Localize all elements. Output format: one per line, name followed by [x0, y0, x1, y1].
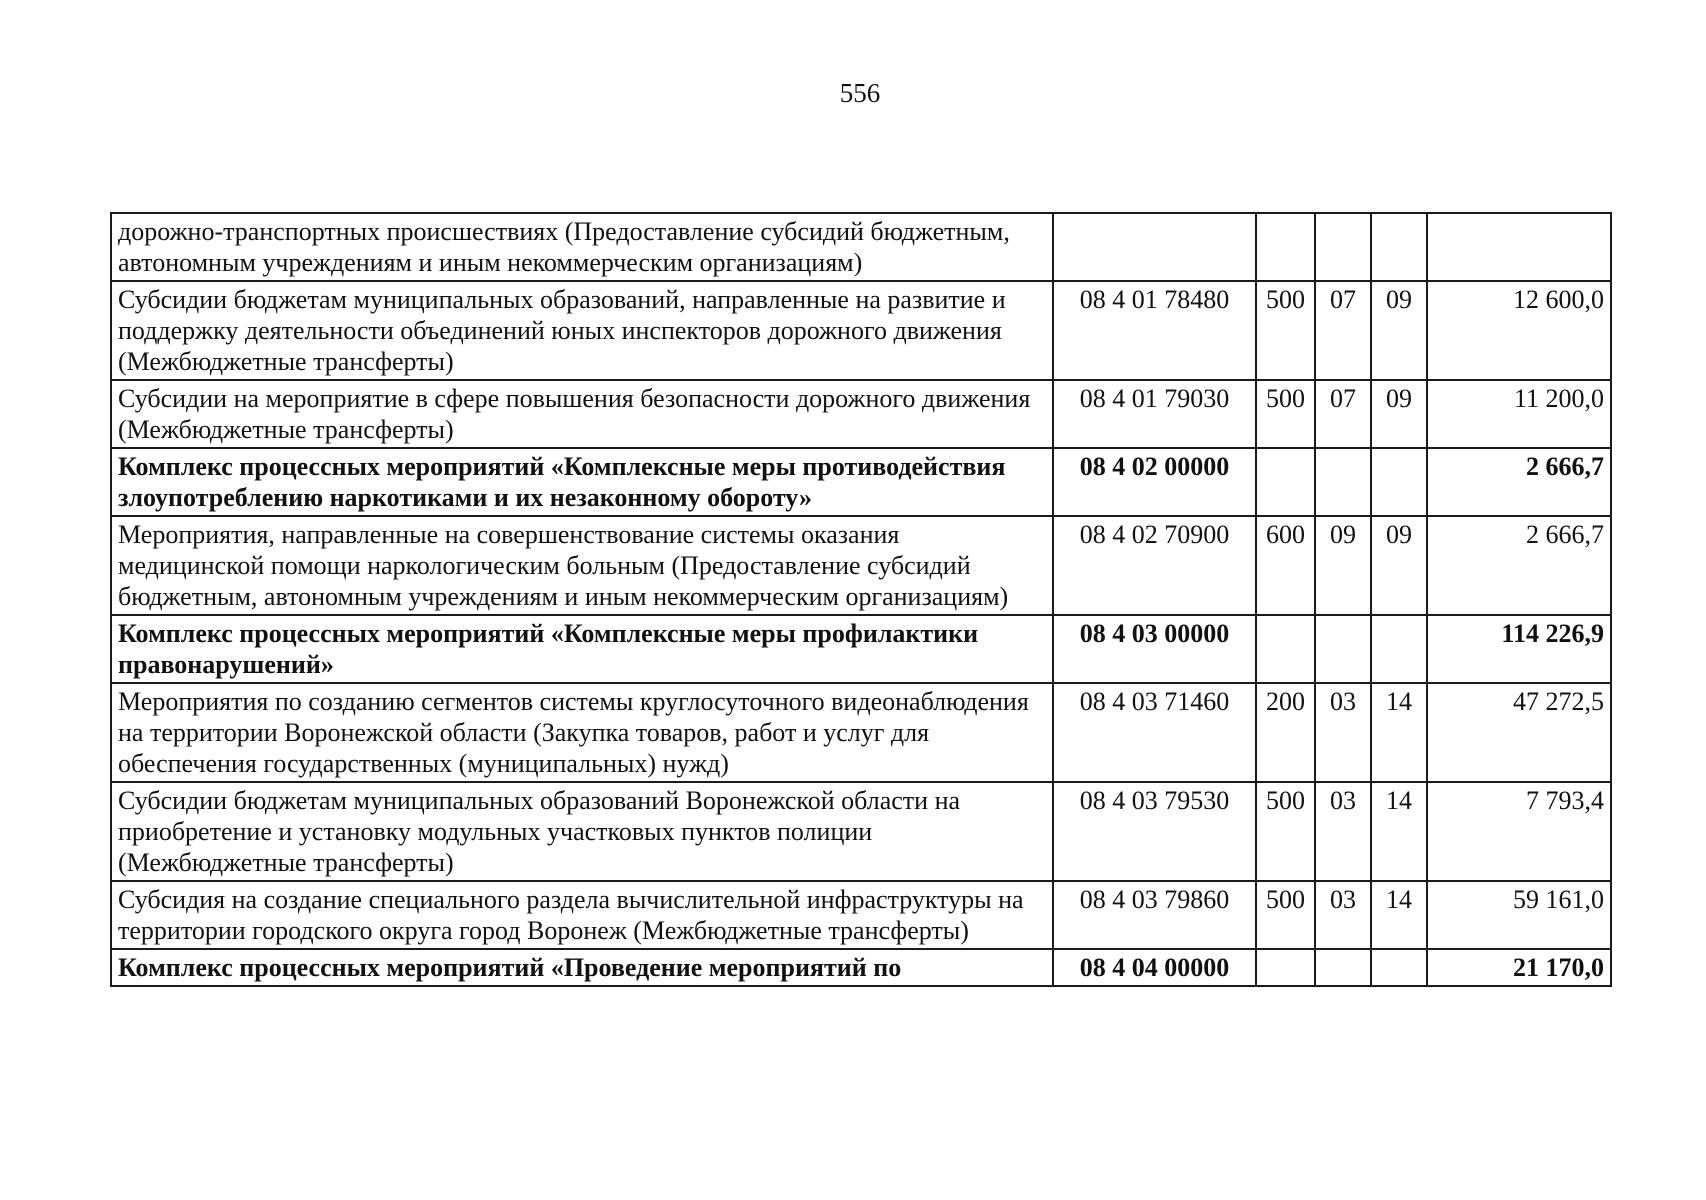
row-pr: 09	[1371, 380, 1427, 448]
row-vr: 500	[1256, 281, 1315, 380]
row-code: 08 4 03 79530	[1053, 782, 1256, 881]
row-name: Мероприятия по созданию сегментов системы круглосуточного видеонаблюдения на территории Воронежской области (Закупка товаров, работ и услуг для обеспечения государственных (муниципальных) нужд)	[111, 683, 1053, 782]
row-vr: 200	[1256, 683, 1315, 782]
row-vr: 600	[1256, 516, 1315, 615]
row-name: Комплекс процессных мероприятий «Комплексные меры профилактики правонарушений»	[111, 615, 1053, 683]
budget-table	[110, 212, 1612, 987]
row-rz	[1315, 615, 1371, 683]
row-sum: 11 200,0	[1427, 380, 1611, 448]
row-pr	[1371, 615, 1427, 683]
row-pr	[1371, 448, 1427, 516]
row-code: 08 4 04 00000	[1053, 949, 1256, 986]
row-code: 08 4 03 00000	[1053, 615, 1256, 683]
table-row-section	[111, 949, 1611, 986]
table-row-section	[111, 448, 1611, 516]
row-name: Субсидии на мероприятие в сфере повышения безопасности дорожного движения (Межбюджетные трансферты)	[111, 380, 1053, 448]
table-row	[111, 213, 1611, 281]
table-row	[111, 380, 1611, 448]
row-rz: 09	[1315, 516, 1371, 615]
table-row	[111, 516, 1611, 615]
page-number: 556	[839, 78, 881, 108]
row-rz: 03	[1315, 683, 1371, 782]
row-rz: 07	[1315, 281, 1371, 380]
row-pr: 14	[1371, 881, 1427, 949]
row-sum: 21 170,0	[1427, 949, 1611, 986]
row-pr: 09	[1371, 516, 1427, 615]
row-pr	[1371, 213, 1427, 281]
row-sum: 59 161,0	[1427, 881, 1611, 949]
row-code: 08 4 01 78480	[1053, 281, 1256, 380]
row-sum: 7 793,4	[1427, 782, 1611, 881]
row-name: дорожно-транспортных происшествиях (Предоставление субсидий бюджетным, автономным учреждениям и иным некоммерческим организациям)	[111, 213, 1053, 281]
row-name: Субсидии бюджетам муниципальных образований Воронежской области на приобретение и установку модульных участковых пунктов полиции (Межбюджетные трансферты)	[111, 782, 1053, 881]
row-code: 08 4 03 79860	[1053, 881, 1256, 949]
table-row	[111, 683, 1611, 782]
row-pr: 14	[1371, 782, 1427, 881]
row-pr	[1371, 949, 1427, 986]
row-sum: 114 226,9	[1427, 615, 1611, 683]
row-vr	[1256, 615, 1315, 683]
row-name: Субсидия на создание специального раздела вычислительной инфраструктуры на территории городского округа город Воронеж (Межбюджетные трансферты)	[111, 881, 1053, 949]
row-name: Мероприятия, направленные на совершенствование системы оказания медицинской помощи наркологическим больным (Предоставление субсидий бюджетным, автономным учреждениям и иным некоммерческим организациям)	[111, 516, 1053, 615]
row-rz: 07	[1315, 380, 1371, 448]
table-row	[111, 782, 1611, 881]
row-rz: 03	[1315, 782, 1371, 881]
row-code: 08 4 03 71460	[1053, 683, 1256, 782]
row-pr: 09	[1371, 281, 1427, 380]
row-name: Субсидии бюджетам муниципальных образований, направленные на развитие и поддержку деятельности объединений юных инспекторов дорожного движения (Межбюджетные трансферты)	[111, 281, 1053, 380]
row-code: 08 4 02 70900	[1053, 516, 1256, 615]
row-code: 08 4 02 00000	[1053, 448, 1256, 516]
row-code: 08 4 01 79030	[1053, 380, 1256, 448]
row-vr: 500	[1256, 881, 1315, 949]
row-sum	[1427, 213, 1611, 281]
table-row	[111, 881, 1611, 949]
row-rz	[1315, 949, 1371, 986]
row-sum: 12 600,0	[1427, 281, 1611, 380]
row-sum: 2 666,7	[1427, 448, 1611, 516]
row-rz: 03	[1315, 881, 1371, 949]
row-vr: 500	[1256, 782, 1315, 881]
table-row-section	[111, 615, 1611, 683]
row-pr: 14	[1371, 683, 1427, 782]
row-name: Комплекс процессных мероприятий «Комплексные меры противодействия злоупотреблению наркотиками и их незаконному обороту»	[111, 448, 1053, 516]
table-row	[111, 281, 1611, 380]
row-rz	[1315, 448, 1371, 516]
row-vr	[1256, 448, 1315, 516]
row-name: Комплекс процессных мероприятий «Проведение мероприятий по	[111, 949, 1053, 986]
row-vr: 500	[1256, 380, 1315, 448]
row-vr	[1256, 213, 1315, 281]
row-vr	[1256, 949, 1315, 986]
row-rz	[1315, 213, 1371, 281]
row-sum: 2 666,7	[1427, 516, 1611, 615]
row-sum: 47 272,5	[1427, 683, 1611, 782]
row-code	[1053, 213, 1256, 281]
